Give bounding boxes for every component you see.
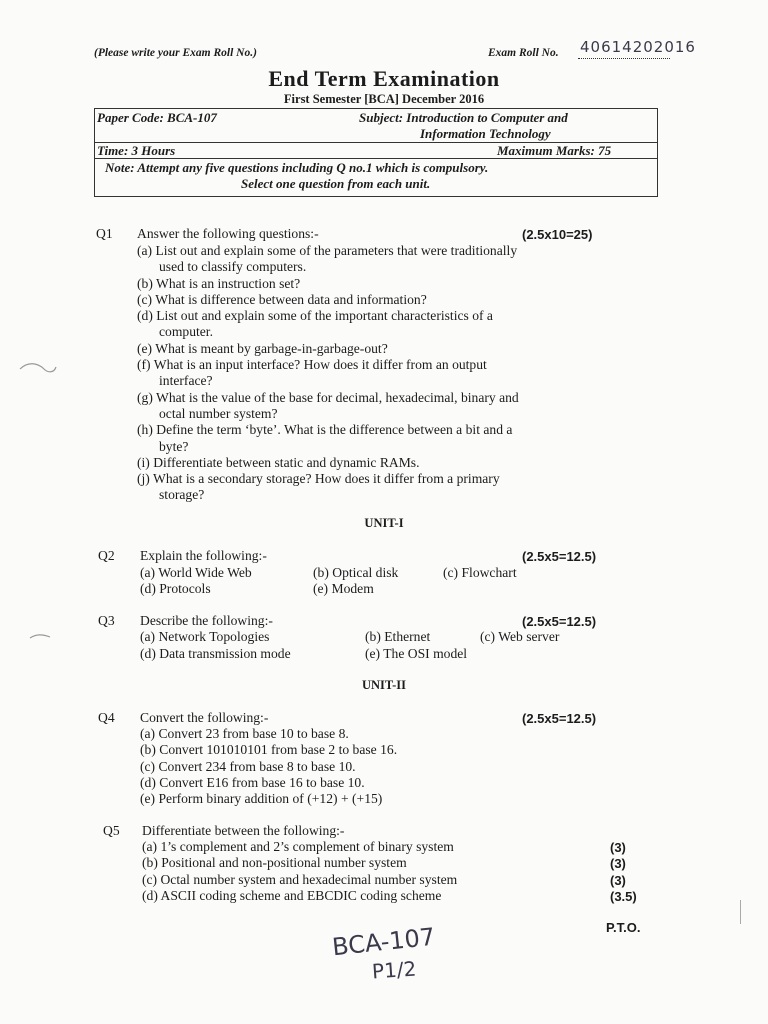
list-item: (e) What is meant by garbage-in-garbage-out?: [137, 340, 388, 356]
note-line2: Select one question from each unit.: [241, 176, 431, 191]
time: Time: 3 Hours: [97, 143, 176, 158]
q4-prompt: Convert the following:-: [140, 710, 269, 725]
q3-number: Q3: [98, 613, 115, 628]
q2-item-b: (b) Optical disk: [313, 565, 399, 580]
list-item: used to classify computers.: [159, 259, 307, 275]
q2-item-c: (c) Flowchart: [443, 565, 517, 580]
roll-label: Exam Roll No.: [488, 47, 559, 59]
handwritten-code: BCA-107: [330, 922, 437, 962]
q4-subquestions: [140, 726, 397, 807]
list-item: (j) What is a secondary storage? How does it differ from a primary: [137, 471, 500, 487]
q2-prompt: Explain the following:-: [140, 548, 267, 563]
list-item: (b) Convert 101010101 from base 2 to base 16.: [140, 742, 398, 758]
subject-line1: Subject: Introduction to Computer and: [359, 110, 568, 125]
q3-item-b: (b) Ethernet: [365, 629, 431, 644]
q1-prompt: Answer the following questions:-: [137, 226, 319, 241]
roll-number-handwritten: 40614202016: [580, 38, 696, 56]
paper-code: Paper Code: BCA-107: [97, 110, 217, 125]
list-item: (h) Define the term ‘byte’. What is the difference between a bit and a: [137, 422, 513, 438]
q2-item-e: (e) Modem: [313, 581, 374, 596]
list-item: (d) List out and explain some of the important characteristics of a: [137, 308, 493, 324]
exam-title: End Term Examination: [268, 66, 500, 91]
list-item: (a) Convert 23 from base 10 to base 8.: [140, 726, 349, 741]
q2-item-a: (a) World Wide Web: [140, 565, 252, 580]
q3-item-e: (e) The OSI model: [365, 646, 468, 661]
pto-label: P.T.O.: [606, 920, 641, 935]
roll-prompt: (Please write your Exam Roll No.): [94, 47, 257, 59]
q5-number: Q5: [103, 823, 120, 838]
exam-subtitle: First Semester [BCA] December 2016: [283, 92, 485, 106]
list-item: (e) Perform binary addition of (+12) + (+15): [140, 791, 383, 807]
q2-number: Q2: [98, 548, 115, 563]
q3-item-c: (c) Web server: [480, 629, 560, 644]
q3-item-d: (d) Data transmission mode: [140, 646, 291, 661]
unit-2-heading: UNIT-II: [361, 678, 406, 692]
list-item: computer.: [159, 324, 213, 340]
list-item: (c) Convert 234 from base 8 to base 10.: [140, 758, 356, 774]
handwritten-page: P1/2: [371, 956, 418, 984]
q5-item-a-marks: (3): [610, 840, 626, 855]
q3-prompt: Describe the following:-: [140, 613, 273, 628]
q5-item-d-marks: (3.5): [610, 889, 637, 904]
list-item: (a) List out and explain some of the parameters that were traditionally: [137, 243, 518, 258]
header-box: [94, 108, 658, 197]
list-item: storage?: [159, 487, 205, 503]
q5-prompt: Differentiate between the following:-: [142, 823, 345, 838]
q4-number: Q4: [98, 710, 115, 725]
q1-number: Q1: [96, 226, 113, 241]
list-item: (i) Differentiate between static and dynamic RAMs.: [137, 454, 420, 470]
max-marks: Maximum Marks: 75: [497, 143, 612, 158]
q5-item-a: (a) 1’s complement and 2’s complement of binary system: [142, 839, 454, 854]
q5-item-c: (c) Octal number system and hexadecimal number system: [142, 872, 458, 887]
roll-dotted-line: [578, 58, 670, 59]
q5-item-c-marks: (3): [610, 873, 626, 888]
scan-mark-icon: [28, 632, 52, 642]
list-item: (c) What is difference between data and information?: [137, 291, 427, 307]
list-item: (b) What is an instruction set?: [137, 275, 301, 291]
q2-item-d: (d) Protocols: [140, 581, 211, 596]
q5-item-d: (d) ASCII coding scheme and EBCDIC coding scheme: [142, 888, 442, 903]
list-item: (g) What is the value of the base for decimal, hexadecimal, binary and: [137, 389, 519, 405]
subject-line2: Information Technology: [420, 126, 551, 141]
q3-marks: (2.5x5=12.5): [522, 614, 597, 629]
note-line1: Note: Attempt any five questions including Q no.1 which is compulsory.: [105, 160, 489, 175]
unit-1-heading: UNIT-I: [364, 516, 404, 530]
q2-marks: (2.5x5=12.5): [522, 549, 597, 564]
q1-subquestions: [137, 243, 652, 504]
q3-item-a: (a) Network Topologies: [140, 629, 270, 644]
scan-mark-icon: [18, 355, 58, 383]
list-item: octal number system?: [159, 405, 278, 421]
q4-marks: (2.5x5=12.5): [522, 711, 597, 726]
q1-marks: (2.5x10=25): [522, 227, 593, 242]
list-item: (f) What is an input interface? How does it differ from an output: [137, 357, 487, 373]
scan-edge-mark: [740, 900, 741, 924]
q5-item-b: (b) Positional and non-positional number system: [142, 855, 407, 870]
list-item: (d) Convert E16 from base 16 to base 10.: [140, 774, 365, 790]
list-item: byte?: [159, 438, 189, 454]
q5-item-b-marks: (3): [610, 856, 626, 871]
list-item: interface?: [159, 373, 213, 389]
